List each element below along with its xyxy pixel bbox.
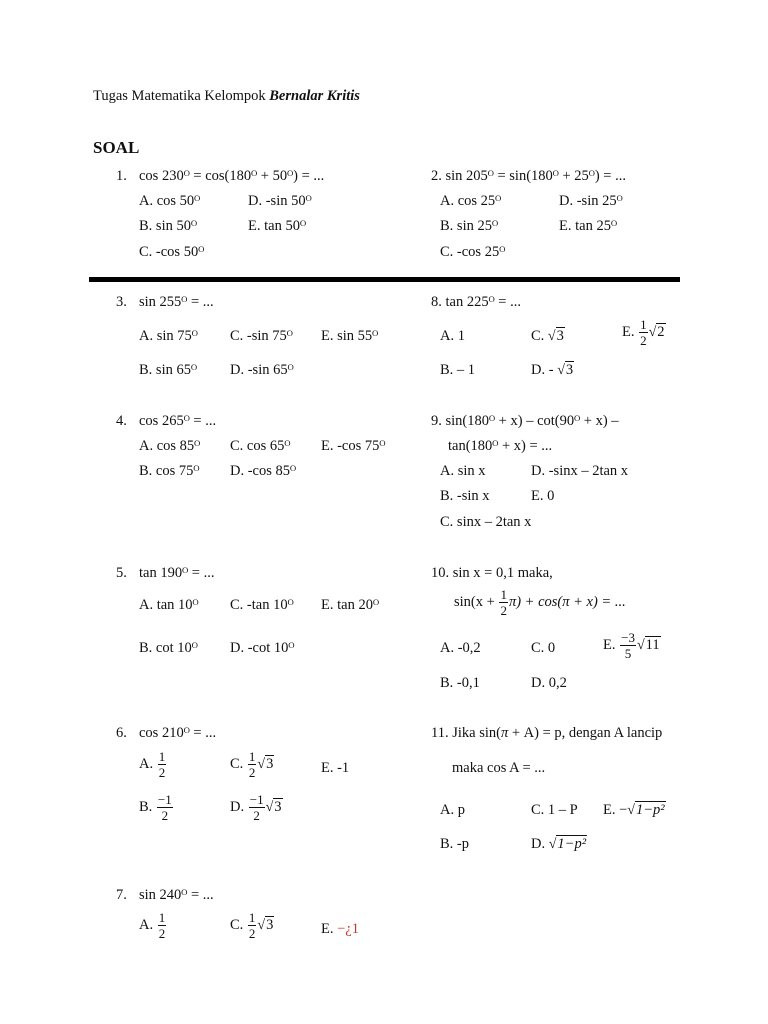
fraction-denominator: 2 <box>640 333 647 348</box>
q10-stem-line2 <box>454 588 626 617</box>
q7-option-e-label: E. <box>321 921 334 937</box>
q2-option-d: D. -sin 25ᴼ <box>559 193 623 209</box>
q8-stem: 8. tan 225ᴼ = ... <box>431 294 521 310</box>
q11-stem-line1 <box>431 725 662 742</box>
fraction-denominator: 2 <box>158 765 166 780</box>
q10-option-b: B. -0,1 <box>440 675 480 691</box>
q7-stem: sin 240ᴼ = ... <box>139 887 214 903</box>
q6-option-a <box>139 750 167 779</box>
q10-option-d: D. 0,2 <box>531 675 567 691</box>
q1-option-d: D. -sin 50ᴼ <box>248 193 312 209</box>
sqrt-expression <box>649 324 666 340</box>
q9-option-a: A. sin x <box>440 463 486 479</box>
q8-option-d <box>531 362 574 379</box>
q6-stem: cos 210ᴼ = ... <box>139 725 217 741</box>
fraction-denominator: 2 <box>248 765 256 780</box>
q6-option-d <box>230 793 283 822</box>
q1-option-a: A. cos 50ᴼ <box>139 193 201 209</box>
q3-number: 3. <box>116 294 127 310</box>
radicand: 3 <box>274 798 282 815</box>
sqrt-sign: √ <box>547 329 556 344</box>
q7-number: 7. <box>116 887 127 903</box>
q11-option-e: E. −√1−p² <box>603 802 665 818</box>
sqrt-sign: √ <box>557 363 565 378</box>
radicand: 11 <box>645 636 660 653</box>
q7-option-e <box>321 921 359 938</box>
fraction-numerator: 1 <box>248 749 256 764</box>
q11-option-e-label: E. <box>603 802 616 818</box>
title-emphasis: Bernalar Kritis <box>269 88 360 104</box>
sqrt-sign: √ <box>257 756 266 772</box>
q2-option-a: A. cos 25ᴼ <box>440 193 502 209</box>
q6-option-d-label: D. <box>230 798 245 815</box>
q4-number: 4. <box>116 413 127 429</box>
q2-option-b: B. sin 25ᴼ <box>440 218 499 234</box>
q9-option-e: E. 0 <box>531 488 555 504</box>
fraction-numerator: 1 <box>500 587 507 602</box>
sqrt-expression <box>549 836 587 852</box>
q9-option-c: C. sinx – 2tan x <box>440 514 532 530</box>
q3-option-a: A. sin 75ᴼ <box>139 328 198 344</box>
section-heading: SOAL <box>93 138 140 157</box>
q2-option-e: E. tan 25ᴼ <box>559 218 618 234</box>
q11-stem-part: 11. Jika sin( <box>431 725 501 741</box>
q1-stem: cos 230ᴼ = cos(180ᴼ + 50ᴼ) = ... <box>139 168 325 184</box>
q10-stem-line1: 10. sin x = 0,1 maka, <box>431 565 553 581</box>
q8-option-e-label: E. <box>622 323 635 340</box>
q8-option-a: A. 1 <box>440 328 465 344</box>
fraction-numerator: −1 <box>157 792 172 807</box>
q11-option-b: B. -p <box>440 836 469 852</box>
q11-option-d <box>531 836 587 853</box>
title-prefix: Tugas Matematika Kelompok <box>93 88 270 104</box>
radicand: 1−p² <box>635 802 665 818</box>
q7-option-a-label: A. <box>139 916 154 933</box>
sqrt-sign: √ <box>627 803 635 818</box>
q9-stem-line2: tan(180ᴼ + x) = ... <box>448 438 553 454</box>
q10-option-a: A. -0,2 <box>440 640 481 656</box>
q8-option-c <box>531 328 565 345</box>
fraction-denominator: 5 <box>624 646 632 661</box>
q7-option-e-value: −¿1 <box>337 921 359 937</box>
fraction-numerator: 1 <box>158 910 166 925</box>
radicand: 1−p² <box>557 836 587 852</box>
q5-stem: tan 190ᴼ = ... <box>139 565 215 581</box>
sqrt-expression <box>627 802 665 818</box>
q5-option-c: C. -tan 10ᴼ <box>230 597 294 613</box>
q6-option-e: E. -1 <box>321 760 350 776</box>
fraction <box>639 318 648 347</box>
fraction-numerator: 1 <box>248 910 256 925</box>
q4-option-a: A. cos 85ᴼ <box>139 438 201 454</box>
q7-option-a <box>139 911 167 940</box>
sqrt-expression <box>257 756 274 772</box>
q10-stem-part: sin(x + <box>454 593 495 610</box>
sqrt-sign: √ <box>648 324 657 340</box>
q7-option-c <box>230 911 274 940</box>
sqrt-expression <box>257 917 274 933</box>
fraction-denominator: 2 <box>161 808 169 823</box>
fraction <box>248 911 257 940</box>
q1-option-b: B. sin 50ᴼ <box>139 218 198 234</box>
sqrt-sign: √ <box>265 799 274 815</box>
sqrt-expression <box>266 799 283 815</box>
fraction-numerator: 1 <box>640 317 647 332</box>
q4-option-d: D. -cos 85ᴼ <box>230 463 297 479</box>
q9-stem-line1: 9. sin(180ᴼ + x) – cot(90ᴼ + x) – <box>431 413 619 429</box>
fraction <box>249 793 265 822</box>
q8-option-c-label: C. <box>531 328 545 344</box>
radicand: 3 <box>266 916 274 933</box>
q11-option-a: A. p <box>440 802 465 818</box>
fraction-denominator: 2 <box>500 603 507 618</box>
q4-option-e: E. -cos 75ᴼ <box>321 438 386 454</box>
q5-option-e: E. tan 20ᴼ <box>321 597 380 613</box>
q6-number: 6. <box>116 725 127 741</box>
q3-option-e: E. sin 55ᴼ <box>321 328 379 344</box>
q11-stem-part: + A) = p, dengan A lancip <box>508 725 663 741</box>
q3-option-d: D. -sin 65ᴼ <box>230 362 294 378</box>
fraction-denominator: 2 <box>253 808 260 823</box>
q10-option-c: C. 0 <box>531 640 556 656</box>
fraction-denominator: 2 <box>248 926 256 941</box>
fraction <box>158 750 167 779</box>
q5-option-b: B. cot 10ᴼ <box>139 640 198 656</box>
section-divider <box>89 277 680 282</box>
fraction-numerator: 1 <box>158 749 166 764</box>
fraction <box>157 793 173 822</box>
q11-option-d-label: D. <box>531 836 546 852</box>
fraction-numerator: −3 <box>621 630 635 645</box>
fraction <box>158 911 167 940</box>
q3-option-b: B. sin 65ᴼ <box>139 362 198 378</box>
q5-option-d: D. -cot 10ᴼ <box>230 640 295 656</box>
assignment-title <box>93 88 360 105</box>
q7-option-c-label: C. <box>230 916 244 933</box>
sqrt-sign: √ <box>257 917 266 933</box>
q10-option-e-label: E. <box>603 636 616 653</box>
q4-stem: cos 265ᴼ = ... <box>139 413 217 429</box>
sqrt-expression <box>548 328 565 344</box>
q10-option-e <box>603 631 661 660</box>
q11-option-c: C. 1 – P <box>531 802 578 818</box>
q6-option-c-label: C. <box>230 755 244 772</box>
q2-stem: 2. sin 205ᴼ = sin(180ᴼ + 25ᴼ) = ... <box>431 168 626 184</box>
q11-stem-line2: maka cos A = ... <box>452 760 546 776</box>
q10-stem-part: π) + cos(π + x) = ... <box>508 593 626 610</box>
q9-option-d: D. -sinx – 2tan x <box>531 463 629 479</box>
q6-option-c <box>230 750 274 779</box>
fraction <box>248 750 257 779</box>
sqrt-expression <box>557 362 574 378</box>
q5-number: 5. <box>116 565 127 581</box>
q1-number: 1. <box>116 168 127 184</box>
fraction-denominator: 2 <box>158 926 166 941</box>
q1-option-c: C. -cos 50ᴼ <box>139 244 205 260</box>
radicand: 3 <box>565 362 574 378</box>
radicand: 3 <box>556 328 564 344</box>
q4-option-b: B. cos 75ᴼ <box>139 463 200 479</box>
q8-option-e <box>622 318 666 347</box>
q5-option-a: A. tan 10ᴼ <box>139 597 199 613</box>
sqrt-expression <box>637 637 661 653</box>
q3-option-c: C. -sin 75ᴼ <box>230 328 293 344</box>
sqrt-sign: √ <box>548 837 557 852</box>
q8-option-b: B. – 1 <box>440 362 476 378</box>
fraction <box>620 631 636 660</box>
q6-option-b <box>139 793 174 822</box>
sqrt-sign: √ <box>636 637 645 653</box>
q3-stem: sin 255ᴼ = ... <box>139 294 214 310</box>
fraction <box>499 588 508 617</box>
q4-option-c: C. cos 65ᴼ <box>230 438 291 454</box>
q11-stem-pi: π <box>500 725 509 741</box>
q8-option-d-label: D. - <box>531 362 554 378</box>
radicand: 2 <box>657 323 665 340</box>
q6-option-b-label: B. <box>139 798 153 815</box>
fraction-numerator: −1 <box>249 792 264 807</box>
q2-option-c: C. -cos 25ᴼ <box>440 244 506 260</box>
q1-option-e: E. tan 50ᴼ <box>248 218 307 234</box>
q9-option-b: B. -sin x <box>440 488 490 504</box>
radicand: 3 <box>266 755 274 772</box>
q6-option-a-label: A. <box>139 755 154 772</box>
